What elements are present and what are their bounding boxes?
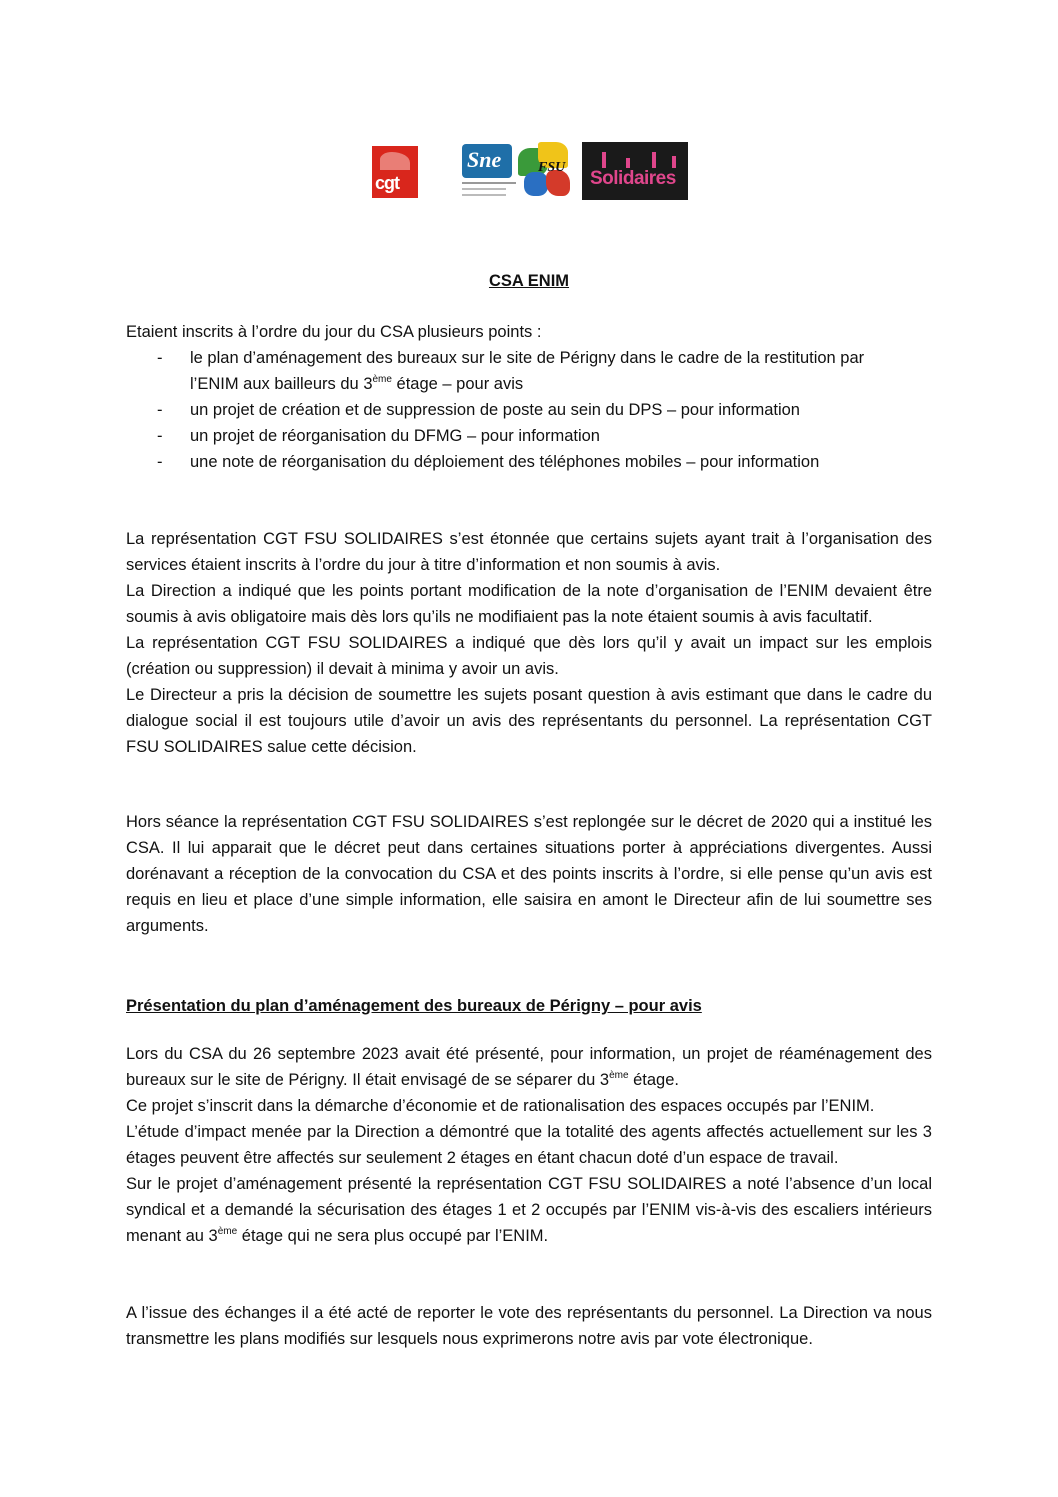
paragraph: Lors du CSA du 26 septembre 2023 avait été présenté, pour information, un projet de réaménagement des bureaux sur le site de Périgny. Il était envisagé de se séparer du 3ème étage.: [126, 1045, 932, 1089]
document-title: CSA ENIM: [488, 272, 570, 290]
solidaires-logo: Solidaires: [582, 142, 688, 200]
list-item: - le plan d’aménagement des bureaux sur le site de Périgny dans le cadre de la restitution par l’ENIM aux bailleurs du 3ème étage – pour avis: [157, 349, 865, 393]
paragraph: La représentation CGT FSU SOLIDAIRES s’est étonnée que certains sujets ayant trait à l’organisation des services étaient inscrits à l’ordre du jour à titre d’information et non soumis à avis.: [126, 530, 932, 574]
list-item: - un projet de création et de suppression de poste au sein du DPS – pour information: [157, 401, 800, 419]
intro-text: Etaient inscrits à l’ordre du jour du CSA plusieurs points :: [126, 323, 542, 341]
perigny-block: [126, 1041, 932, 1249]
section-heading: Présentation du plan d’aménagement des bureaux de Périgny – pour avis: [126, 997, 702, 1015]
paragraph: L’étude d’impact menée par la Direction a démontré que la totalité des agents affectés actuellement sur les 3 étages peuvent être affectés sur seulement 2 étages en étant chacun doté d’un espace de travail.: [126, 1123, 932, 1167]
list-item: - une note de réorganisation du déploiement des téléphones mobiles – pour information: [157, 453, 820, 471]
list-item: - un projet de réorganisation du DFMG – pour information: [157, 427, 600, 445]
paragraph: La Direction a indiqué que les points portant modification de la note d’organisation de l’ENIM devaient être soumis à avis obligatoire mais dès lors qu’ils ne modifiaient pas la note étaient soumis à avis facultatif.: [126, 582, 932, 626]
decree-paragraph: Hors séance la représentation CGT FSU SOLIDAIRES s’est replongée sur le décret de 2020 qui a institué les CSA. Il lui apparait que le décret peut dans certaines situations porter à appréciations divergentes. Aussi dorénavant a réception de la convocation du CSA et des points inscrits à l’ordre, si elle pense qu’un avis est requis en lieu et place d’une simple information, elle saisira en amont le Directeur afin de lui soumettre ses arguments.: [126, 813, 932, 935]
paragraph: Ce projet s’inscrit dans la démarche d’économie et de rationalisation des espaces occupés par l’ENIM.: [126, 1097, 875, 1115]
fsu-logo: FSU: [518, 142, 574, 200]
paragraph: Le Directeur a pris la décision de soumettre les sujets posant question à avis estimant que dans le cadre du dialogue social il est toujours utile d’avoir un avis des représentants du personnel. La représentation CGT FSU SOLIDAIRES salue cette décision.: [126, 686, 932, 756]
union-logos: [356, 140, 688, 202]
conclusion-paragraph: A l’issue des échanges il a été acté de reporter le vote des représentants du personnel. La Direction va nous transmettre les plans modifiés sur lesquels nous exprimerons notre avis par vote électronique.: [126, 1304, 932, 1348]
paragraph: La représentation CGT FSU SOLIDAIRES a indiqué que dès lors qu’il y avait un impact sur les emplois (création ou suppression) il devait à minima y avoir un avis.: [126, 634, 932, 678]
discussion-block: [126, 526, 932, 760]
cgt-logo: cgt: [372, 146, 418, 198]
sne-logo: Sne: [460, 144, 518, 200]
agenda-list: [126, 345, 932, 475]
paragraph: Sur le projet d’aménagement présenté la représentation CGT FSU SOLIDAIRES a noté l’absence d’un local syndical et a demandé la sécurisation des étages 1 et 2 occupés par l’ENIM vis-à-vis des escaliers intérieurs menant au 3ème étage qui ne sera plus occupé par l’ENIM.: [126, 1175, 932, 1245]
